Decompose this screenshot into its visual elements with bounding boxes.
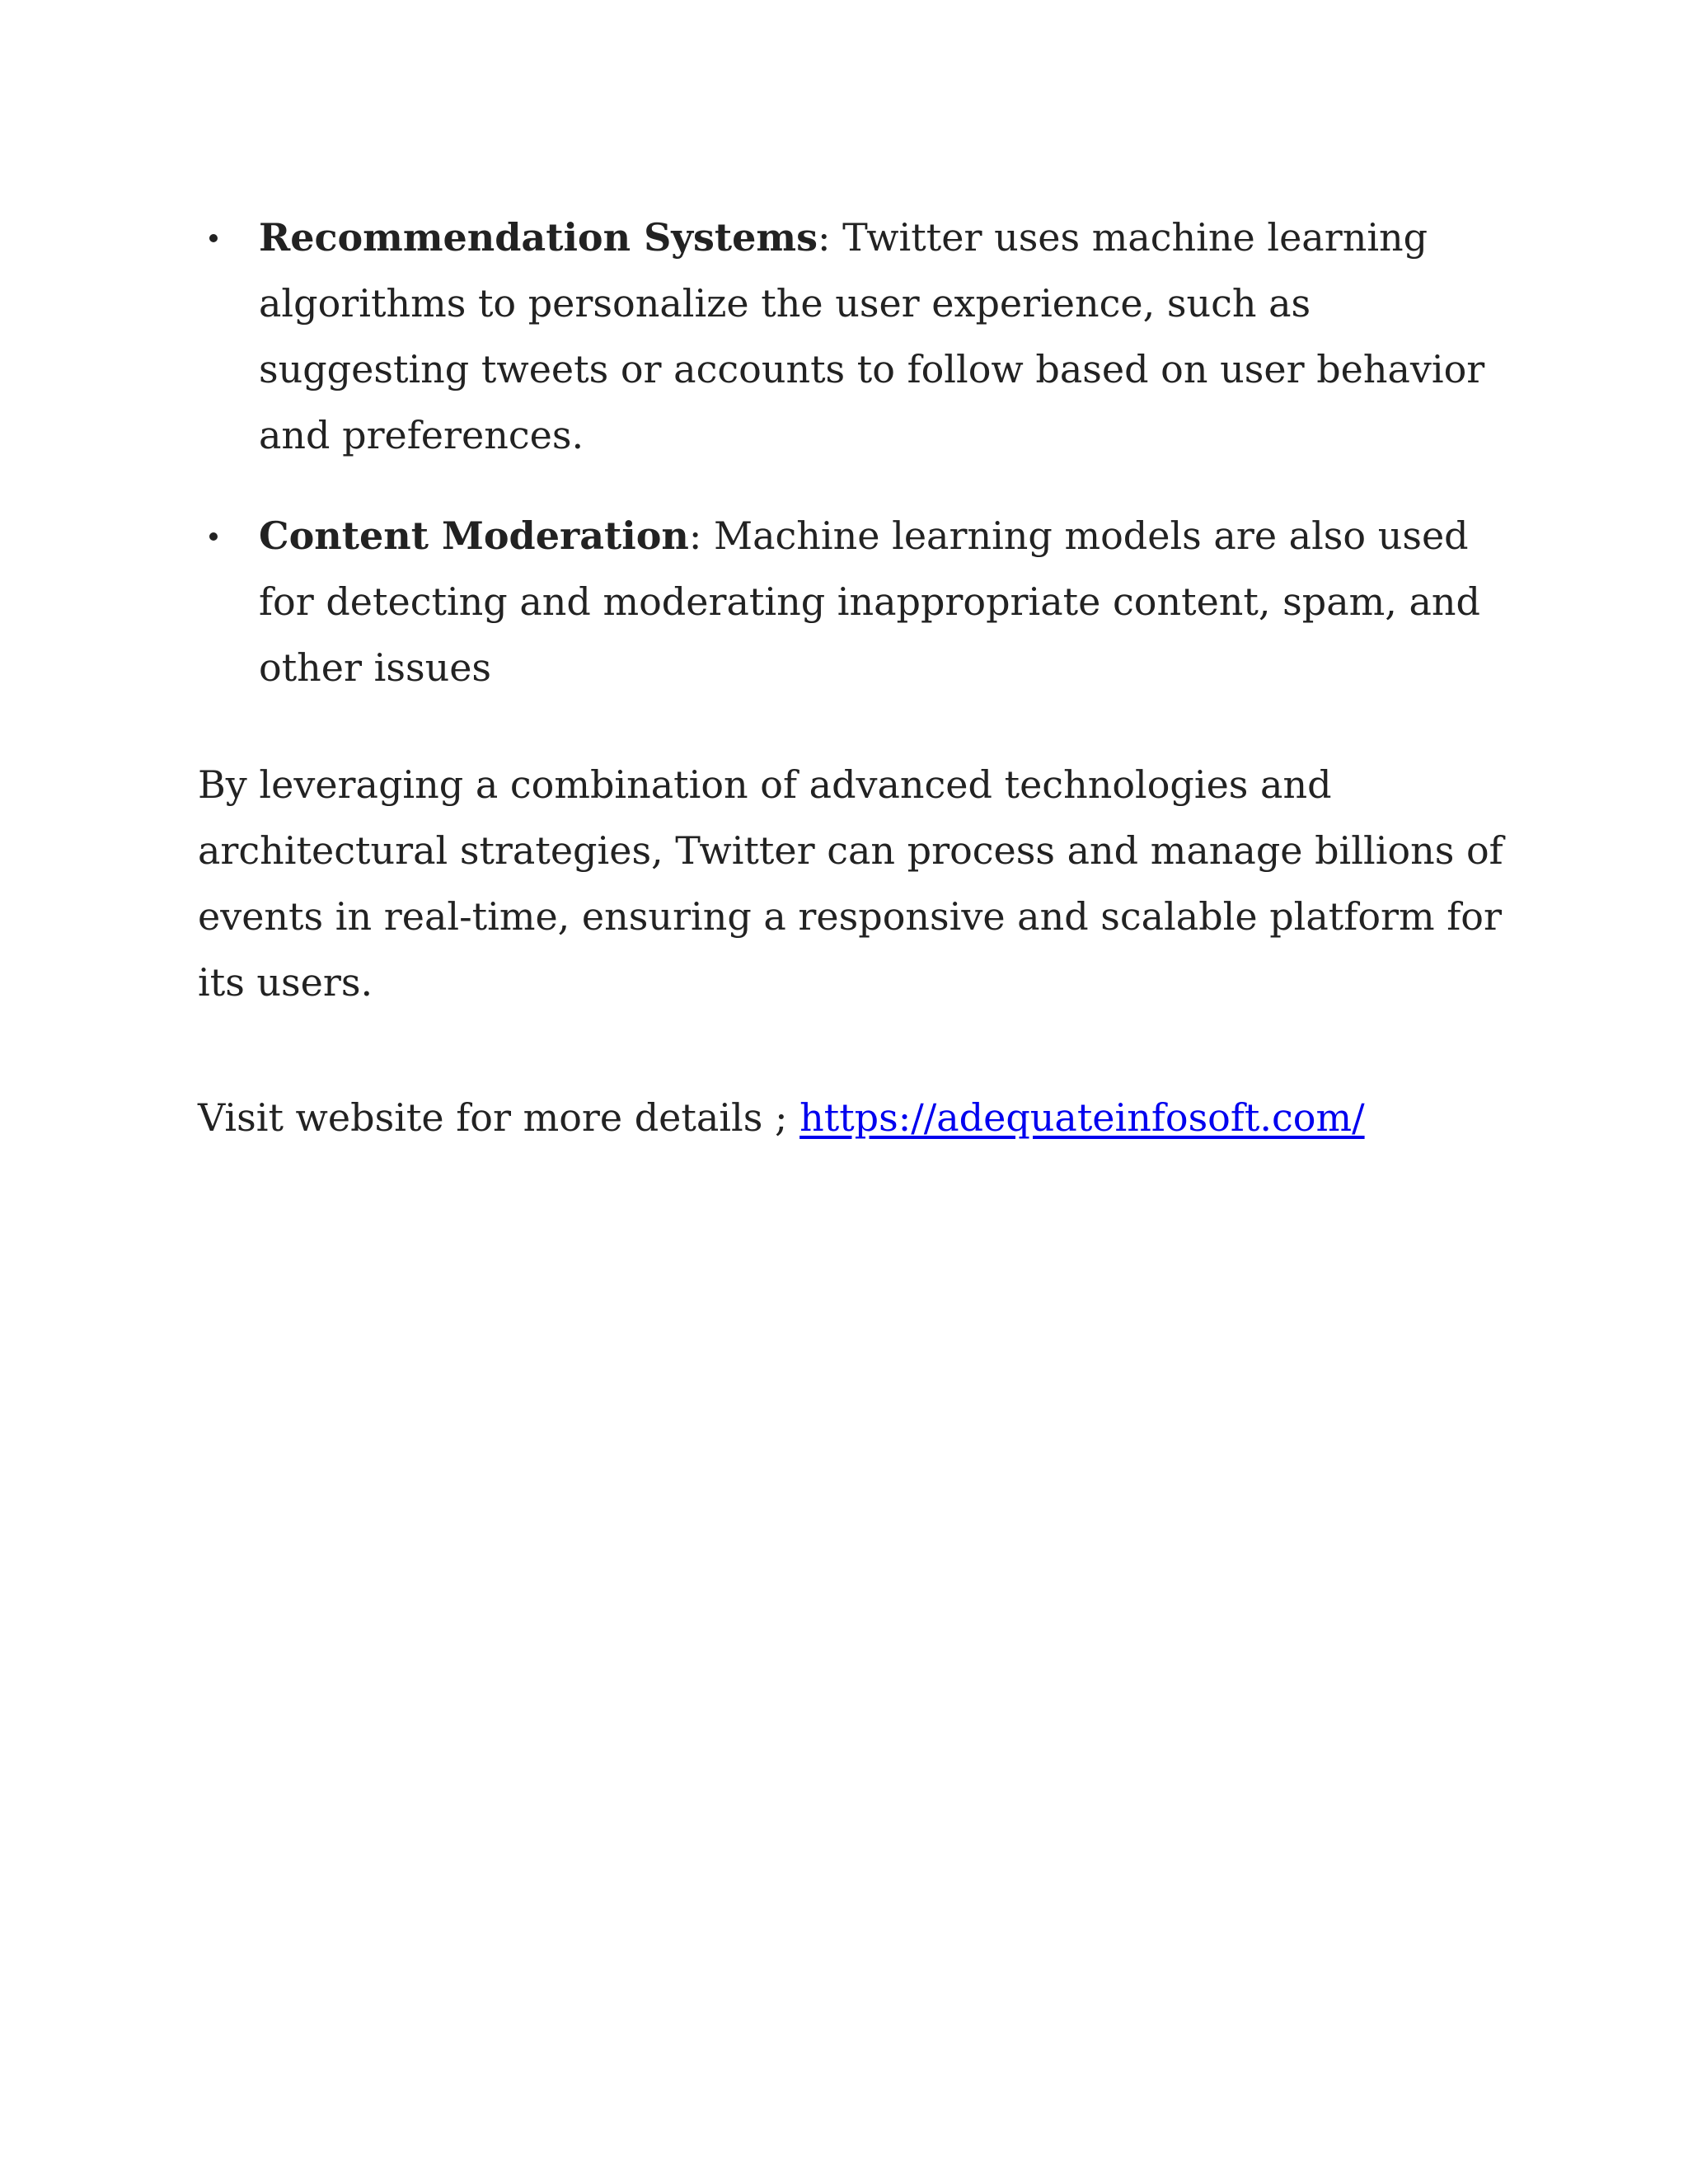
list-item-title: Recommendation Systems bbox=[259, 215, 818, 260]
list-item bbox=[198, 204, 1517, 468]
website-link[interactable]: https://adequateinfosoft.com/ bbox=[799, 1095, 1365, 1140]
visit-paragraph bbox=[198, 1085, 1517, 1151]
list-item bbox=[198, 503, 1517, 701]
list-item-text: : Twitter uses machine learning algorithms to personalize the user experience, such as suggesting tweets or accounts to follow based on user behavior and preferences. bbox=[259, 215, 1485, 457]
list-item-text: : Machine learning models are also used for detecting and moderating inappropriate content, spam, and other issues bbox=[259, 513, 1480, 690]
bullet-icon bbox=[209, 532, 218, 541]
feature-list bbox=[198, 204, 1517, 701]
document-content bbox=[198, 204, 1517, 1151]
list-item-title: Content Moderation bbox=[259, 513, 689, 558]
visit-prefix: Visit website for more details ; bbox=[198, 1095, 800, 1140]
summary-paragraph: By leveraging a combination of advanced technologies and architectural strategies, Twitter can process and manage billions of events in real-time, ensuring a responsive and scalable platform for its users. bbox=[198, 762, 1503, 1005]
bullet-icon bbox=[209, 234, 218, 242]
